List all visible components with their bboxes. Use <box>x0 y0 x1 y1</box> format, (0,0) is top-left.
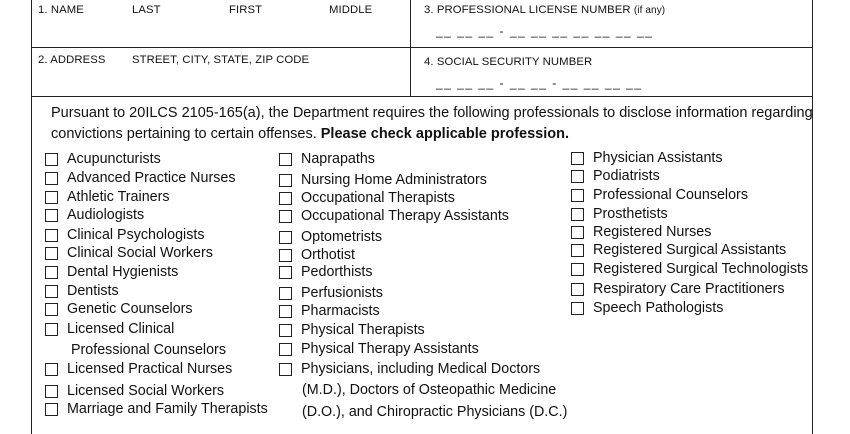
profession-dentists[interactable]: Dentists <box>45 282 119 300</box>
column-divider <box>410 0 411 96</box>
checkbox[interactable] <box>45 247 58 260</box>
profession-professional-counselors[interactable]: Professional Counselors <box>571 186 748 204</box>
profession-advanced-practice-nurses[interactable]: Advanced Practice Nurses <box>45 169 235 187</box>
profession-optometrists[interactable]: Optometrists <box>279 228 382 246</box>
intro-line-2: convictions pertaining to certain offenses. Please check applicable profession. <box>51 126 569 142</box>
checkbox[interactable] <box>45 191 58 204</box>
profession-acupuncturists[interactable]: Acupuncturists <box>45 150 161 168</box>
profession-athletic-trainers[interactable]: Athletic Trainers <box>45 188 170 206</box>
profession-licensed-social-workers[interactable]: Licensed Social Workers <box>45 382 224 400</box>
profession-physical-therapy-assistants[interactable]: Physical Therapy Assistants <box>279 340 479 358</box>
profession-genetic-counselors[interactable]: Genetic Counselors <box>45 300 193 318</box>
ssn-label: 4. SOCIAL SECURITY NUMBER <box>424 56 593 68</box>
checkbox[interactable] <box>279 192 292 205</box>
profession-physician-assistants[interactable]: Physician Assistants <box>571 149 723 167</box>
name-label: 1. NAME <box>38 4 84 16</box>
checkbox[interactable] <box>571 170 584 183</box>
checkbox[interactable] <box>279 231 292 244</box>
profession-registered-surgical-technologists[interactable]: Registered Surgical Technologists <box>571 260 808 278</box>
checkbox[interactable] <box>571 302 584 315</box>
physicians-continuation-1: (M.D.), Doctors of Osteopathic Medicine <box>302 382 557 398</box>
profession-clinical-social-workers[interactable]: Clinical Social Workers <box>45 244 213 262</box>
profession-pedorthists[interactable]: Pedorthists <box>279 263 373 281</box>
profession-dental-hygienists[interactable]: Dental Hygienists <box>45 263 178 281</box>
checkbox[interactable] <box>45 172 58 185</box>
profession-registered-surgical-assistants[interactable]: Registered Surgical Assistants <box>571 241 786 259</box>
checkbox[interactable] <box>571 263 584 276</box>
checkbox[interactable] <box>45 209 58 222</box>
profession-podiatrists[interactable]: Podiatrists <box>571 167 660 185</box>
checkbox[interactable] <box>45 153 58 166</box>
profession-clinical-psychologists[interactable]: Clinical Psychologists <box>45 226 204 244</box>
licensed-clinical-continuation: Professional Counselors <box>71 342 226 358</box>
profession-perfusionists[interactable]: Perfusionists <box>279 284 383 302</box>
profession-physical-therapists[interactable]: Physical Therapists <box>279 321 425 339</box>
profession-naprapaths[interactable]: Naprapaths <box>279 150 375 168</box>
profession-audiologists[interactable]: Audiologists <box>45 206 144 224</box>
checkbox[interactable] <box>279 210 292 223</box>
checkbox[interactable] <box>279 363 292 376</box>
checkbox[interactable] <box>45 403 58 416</box>
license-number-label: 3. PROFESSIONAL LICENSE NUMBER (if any) <box>424 4 666 16</box>
checkbox[interactable] <box>45 266 58 279</box>
address-label: 2. ADDRESS <box>38 54 106 66</box>
profession-registered-nurses[interactable]: Registered Nurses <box>571 223 711 241</box>
checkbox[interactable] <box>279 174 292 187</box>
checkbox[interactable] <box>279 153 292 166</box>
checkbox[interactable] <box>571 208 584 221</box>
checkbox[interactable] <box>279 287 292 300</box>
physicians-continuation-2: (D.O.), and Chiropractic Physicians (D.C.) <box>302 404 568 420</box>
ssn-blank[interactable]: __ __ __ - __ __ - __ __ __ __ <box>436 76 643 90</box>
checkbox[interactable] <box>571 152 584 165</box>
checkbox[interactable] <box>45 363 58 376</box>
profession-prosthetists[interactable]: Prosthetists <box>571 205 668 223</box>
profession-marriage-family-therapists[interactable]: Marriage and Family Therapists <box>45 400 268 418</box>
profession-respiratory-care-practitioners[interactable]: Respiratory Care Practitioners <box>571 280 785 298</box>
checkbox[interactable] <box>571 244 584 257</box>
license-number-blank[interactable]: __ __ __ - __ __ __ __ __ __ __ <box>436 24 654 38</box>
profession-nursing-home-administrators[interactable]: Nursing Home Administrators <box>279 171 487 189</box>
checkbox[interactable] <box>279 343 292 356</box>
profession-occupational-therapy-assistants[interactable]: Occupational Therapy Assistants <box>279 207 509 225</box>
checkbox[interactable] <box>45 303 58 316</box>
check-instruction: Please check applicable profession. <box>320 126 569 142</box>
divider-line <box>31 47 813 48</box>
divider-line <box>31 96 813 97</box>
intro-line-1: Pursuant to 20ILCS 2105-165(a), the Department requires the following professionals to disclose information regarding <box>51 105 813 121</box>
profession-orthotist[interactable]: Orthotist <box>279 246 355 264</box>
checkbox[interactable] <box>279 324 292 337</box>
profession-licensed-practical-nurses[interactable]: Licensed Practical Nurses <box>45 360 232 378</box>
checkbox[interactable] <box>45 385 58 398</box>
checkbox[interactable] <box>45 285 58 298</box>
profession-licensed-clinical-professional-counselors[interactable]: Licensed Clinical <box>45 320 174 338</box>
profession-speech-pathologists[interactable]: Speech Pathologists <box>571 299 723 317</box>
profession-pharmacists[interactable]: Pharmacists <box>279 302 380 320</box>
checkbox[interactable] <box>279 305 292 318</box>
checkbox[interactable] <box>45 323 58 336</box>
checkbox[interactable] <box>45 229 58 242</box>
checkbox[interactable] <box>571 189 584 202</box>
checkbox[interactable] <box>279 249 292 262</box>
address-parts-label: STREET, CITY, STATE, ZIP CODE <box>132 54 310 66</box>
checkbox[interactable] <box>571 283 584 296</box>
last-name-label: LAST <box>132 4 161 16</box>
checkbox[interactable] <box>279 266 292 279</box>
profession-occupational-therapists[interactable]: Occupational Therapists <box>279 189 455 207</box>
checkbox[interactable] <box>571 226 584 239</box>
profession-physicians[interactable]: Physicians, including Medical Doctors <box>279 360 540 378</box>
middle-name-label: MIDDLE <box>329 4 373 16</box>
first-name-label: FIRST <box>229 4 263 16</box>
